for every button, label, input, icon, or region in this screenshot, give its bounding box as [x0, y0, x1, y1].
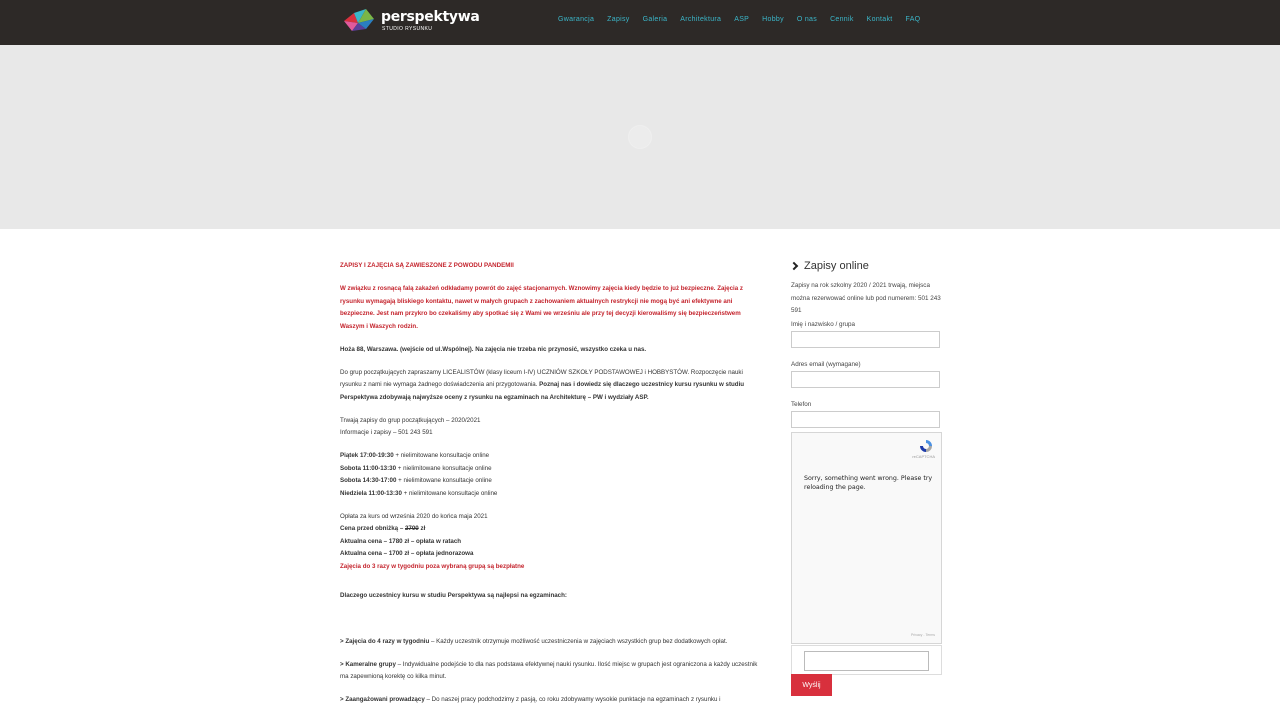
hero-banner	[0, 45, 1280, 229]
nav-galeria[interactable]: Galeria	[642, 16, 668, 23]
alert-body: W związku z rosnącą falą zakażeń odkładamy powrót do zajęć stacjonarnych. Wznowimy zajęcia kiedy będzie to już bezpieczne. Zajęcia z rysunku wymagają bliskiego kontaktu, nawet w małych grupach z zachowaniem aktualnych restrykcji nie mogą być ani efektywne ani bezpieczne. Jest nam przykro bo czekaliśmy aby spotkać się z Wami we wrześniu ale przy tej decyzji kierowaliśmy się bezpieczeństwem Waszym i Waszych rodzin.	[340, 285, 743, 330]
schedule-day: Piątek 17:00-19:30	[340, 452, 394, 459]
address: Hoża 88, Warszawa. (wejście od ul.Wspólnej). Na zajęcia nie trzeba nic przynosić, wszystko czeka u nas.	[340, 345, 647, 353]
phone-field[interactable]	[791, 411, 940, 428]
fee-line: Opłata za kurs od września 2020 do końca maja 2021	[340, 512, 488, 520]
phone-field-label: Telefon	[791, 400, 812, 408]
enroll-info	[340, 415, 760, 440]
sidebar-title	[791, 258, 943, 274]
feature-title: > Zajęcia do 4 razy w tygodniu	[340, 637, 430, 645]
name-field-label: Imię i nazwisko / grupa	[791, 320, 856, 328]
feature-item	[340, 694, 760, 707]
feature-text: – Każdy uczestnik otrzymuje możliwość uczestniczenia w zajęciach wszystkich grup bez dodatkowych opłat.	[429, 637, 728, 645]
enroll-line-1: Trwają zapisy do grup początkujących – 2020/2021	[340, 416, 481, 424]
feature-title: > Kameralne grupy	[340, 660, 396, 668]
email-field[interactable]	[791, 371, 940, 388]
email-field-label: Adres email (wymagane)	[791, 360, 861, 368]
why-heading: Dlaczego uczestnicy kursu w studiu Perspektywa są najlepsi na egzaminach:	[340, 592, 567, 599]
nav-faq[interactable]: FAQ	[905, 16, 921, 23]
sidebar-title-text: Zapisy online	[804, 260, 869, 272]
captcha-response-input[interactable]	[804, 651, 929, 671]
nav-kontakt[interactable]: Kontakt	[866, 16, 893, 23]
intro-plain: Do grup początkujących zapraszamy LICEALISTÓW (klasy liceum I-IV) UCZNIÓW SZKOŁY PODSTAWOWEJ i HOBBYSTÓW. Rozpoczęcie nauki rysunku z nami nie wymaga żadnego doświadczenia ani przygotowania.	[340, 368, 743, 388]
sidebar-intro: Zapisy na rok szkolny 2020 / 2021 trwają, miejsca można rezerwować online lub pod numerem: 501 243 591	[791, 282, 941, 314]
logo[interactable]	[344, 9, 480, 35]
recaptcha-footer[interactable]: Privacy - Terms	[910, 633, 935, 637]
schedule-day: Sobota 14:30-17:00	[340, 477, 397, 484]
price-single: Aktualna cena – 1700 zł – opłata jednorazowa	[340, 550, 474, 557]
nav-hobby[interactable]: Hobby	[762, 16, 784, 23]
nav-o-nas[interactable]: O nas	[796, 16, 818, 23]
captcha-response-box	[791, 645, 942, 675]
price-before-value: 2700	[404, 525, 419, 532]
feature-title: > Zaangażowani prowadzący	[340, 696, 425, 703]
schedule-extra: + nielimitowane konsultacje online	[396, 477, 492, 484]
feature-item	[340, 659, 760, 684]
nav-architektura[interactable]: Architektura	[680, 16, 722, 23]
free-note: Zajęcia do 3 razy w tygodniu poza wybraną grupą są bezpłatne	[340, 562, 525, 570]
schedule-day: Niedziela 11:00-13:30	[340, 489, 402, 497]
schedule	[340, 450, 760, 500]
feature-text: – Indywidualne podejście to dla nas podstawa efektywnej nauki rysunku. Ilość miejsc w grupach jest ograniczona a każdy uczestnik ma zapewnioną korektę co kilka minut.	[340, 660, 758, 680]
recaptcha-brand: reCAPTCHA	[912, 454, 935, 459]
nav-cennik[interactable]: Cennik	[830, 16, 854, 23]
intro-bold: Poznaj nas i dowiedz się dlaczego uczestnicy kursu rysunku w studiu Perspektywa zdobywają najwyższe oceny z rysunku na egzaminach na Architekturę – PW i wydziały ASP.	[340, 381, 745, 401]
brand-subtitle: STUDIO RYSUNKU	[382, 26, 433, 32]
submit-button[interactable]: Wyślij	[791, 674, 832, 696]
name-field[interactable]	[791, 331, 940, 348]
price-before-label: Cena przed obniżką –	[340, 525, 405, 532]
pricing	[340, 511, 760, 574]
recaptcha-error: Sorry, something went wrong. Please try reloading the page.	[804, 475, 933, 491]
price-installments: Aktualna cena – 1780 zł – opłata w ratach	[340, 537, 462, 545]
top-bar	[0, 0, 1280, 45]
intro	[340, 367, 760, 405]
feature-text: – Do naszej pracy podchodzimy z pasją, co roku zdobywamy wysokie punktacje na egzaminach z rysunku i	[424, 696, 721, 703]
schedule-day: Sobota 11:00-13:30	[340, 464, 397, 472]
chevron-right-icon	[790, 262, 798, 270]
schedule-extra: + nielimitowane konsultacje online	[393, 452, 490, 459]
logo-icon	[344, 9, 378, 33]
nav-zapisy[interactable]: Zapisy	[607, 16, 630, 23]
recaptcha-widget[interactable]	[791, 432, 942, 644]
main-content	[340, 260, 760, 717]
nav-gwarancja[interactable]: Gwarancja	[558, 16, 595, 23]
feature-item	[340, 636, 760, 649]
signup-sidebar	[791, 258, 943, 439]
schedule-extra: + nielimitowane konsultacje online	[396, 464, 492, 472]
schedule-extra: + nielimitowane konsultacje online	[401, 489, 498, 497]
recaptcha-icon	[919, 439, 933, 453]
alert-title: ZAPISY I ZAJĘCIA SĄ ZAWIESZONE Z POWODU PANDEMII	[340, 262, 514, 269]
brand-name: perspektywa	[381, 9, 480, 25]
price-before-unit: zł	[418, 525, 426, 532]
play-icon[interactable]	[628, 125, 652, 149]
enroll-line-2: Informacje i zapisy – 501 243 591	[340, 429, 433, 436]
main-nav	[558, 16, 933, 28]
nav-asp[interactable]: ASP	[734, 16, 750, 23]
